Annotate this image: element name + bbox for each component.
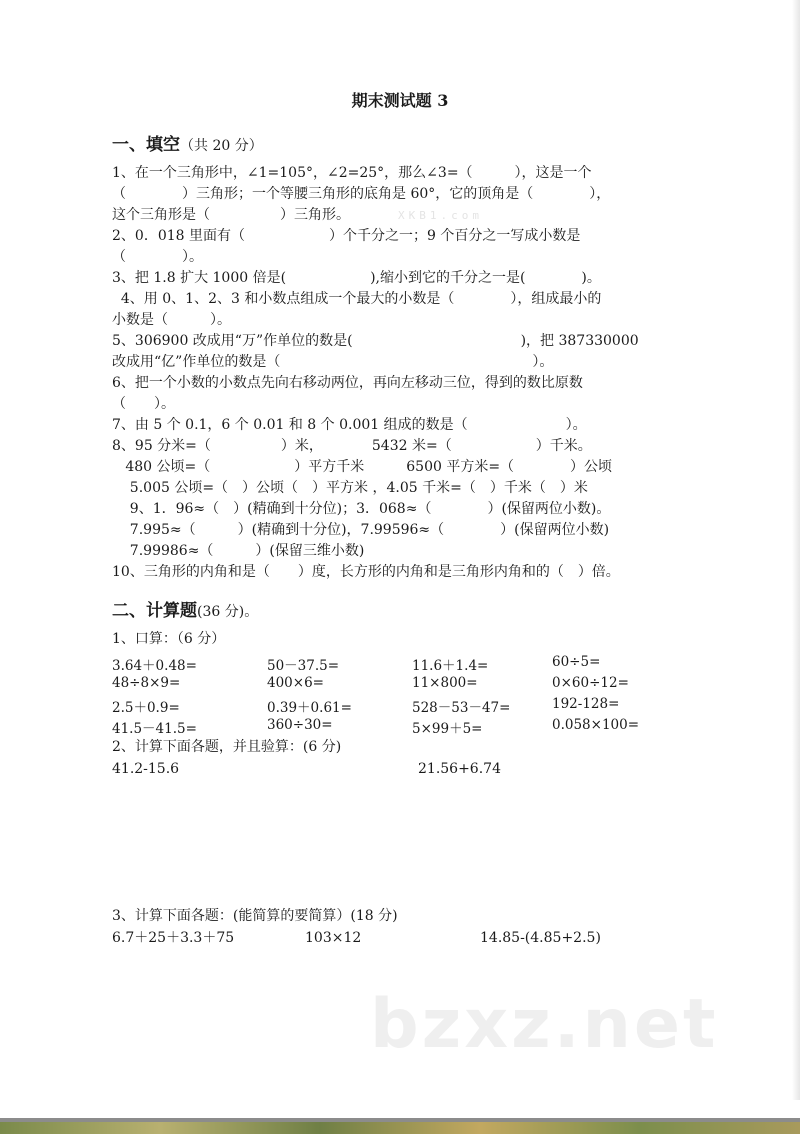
simplify-item: 14.85-(4.85+2.5) <box>480 930 601 946</box>
fill-line: 8、95 分米=（ ）米， 5432 米=（ ）千米。 <box>112 438 592 454</box>
simplify-item: 6.7＋25＋3.3＋75 <box>112 930 235 946</box>
oral-item: 528－53－47= <box>412 700 511 716</box>
fill-line: 2、0．018 里面有（ ）个千分之一；9 个百分之一写成小数是 <box>112 228 581 244</box>
fill-line: 5.005 公顷=（ ）公顷（ ）平方米 ，4.05 千米=（ ）千米（ ）米 <box>112 480 588 496</box>
fill-line: 7、由 5 个 0.1，6 个 0.01 和 8 个 0.001 组成的数是（ ）。 <box>112 417 587 433</box>
fill-line: 小数是（ ）。 <box>112 312 231 328</box>
fill-line: 1、在一个三角形中，∠1=105°，∠2=25°，那么∠3=（ ），这是一个 <box>112 165 592 181</box>
section-2-title: 二、计算题 <box>112 601 197 621</box>
watermark-small: XKB1.com <box>398 209 483 222</box>
oral-item: 192-128= <box>552 696 620 712</box>
fill-line: 10、三角形的内角和是（ ）度，长方形的内角和是三角形内角和的（ ）倍。 <box>112 564 620 580</box>
oral-row <box>112 654 601 674</box>
section-2-heading <box>112 596 258 621</box>
fill-line: （ ）。 <box>112 396 175 412</box>
verify-item: 21.56+6.74 <box>418 761 501 777</box>
verify-heading: 2、计算下面各题，并且验算：(6 分) <box>112 739 342 755</box>
fill-line: 480 公顷=（ ）平方千米 6500 平方米=（ ）公顷 <box>112 459 613 475</box>
oral-item: 2.5＋0.9= <box>112 700 180 716</box>
oral-item: 3.64＋0.48= <box>112 658 197 674</box>
fill-line: 7.99986≈（ ）(保留三维小数) <box>112 543 365 559</box>
section-1-note: （共 20 分） <box>180 138 263 154</box>
background-strip <box>0 1122 800 1134</box>
watermark-logo: bzxz.net <box>370 985 719 1064</box>
oral-item: 0×60÷12= <box>552 675 629 691</box>
section-1-heading <box>112 130 263 155</box>
section-1-title: 一、填空 <box>112 135 180 155</box>
fill-line: 9、1．96≈（ ）(精确到十分位)；3．068≈（ ）(保留两位小数)。 <box>112 501 611 517</box>
oral-item: 360÷30= <box>267 717 333 733</box>
fill-line: （ ）。 <box>112 249 203 265</box>
fill-line: 7.995≈（ ）(精确到十分位)，7.99596≈（ ）(保留两位小数) <box>112 522 610 538</box>
page-title: 期末测试题 3 <box>351 91 449 110</box>
oral-item: 0.39＋0.61= <box>267 700 352 716</box>
oral-item: 11.6＋1.4= <box>412 658 489 674</box>
verify-item: 41.2-15.6 <box>112 761 180 777</box>
oral-row <box>112 696 620 716</box>
fill-line: 这个三角形是（ ）三角形。 <box>112 207 350 223</box>
oral-item: 0.058×100= <box>552 717 640 733</box>
oral-item: 400×6= <box>267 675 324 691</box>
simplify-item: 103×12 <box>305 930 362 946</box>
oral-row <box>112 675 629 693</box>
oral-item: 50－37.5= <box>267 658 340 674</box>
oral-row <box>112 717 640 737</box>
fill-line: （ ）三角形；一个等腰三角形的底角是 60°，它的顶角是（ ）， <box>112 186 611 202</box>
fill-line: 改成用“亿”作单位的数是（ ）。 <box>112 354 554 370</box>
oral-item: 48÷8×9= <box>112 675 181 691</box>
simplify-heading: 3、计算下面各题：(能简算的要简算）(18 分) <box>112 908 398 924</box>
oral-item: 11×800= <box>412 675 478 691</box>
page-edge-shadow <box>792 0 800 1100</box>
fill-line: 6、把一个小数的小数点先向右移动两位，再向左移动三位，得到的数比原数 <box>112 375 583 391</box>
oral-item: 60÷5= <box>552 654 601 670</box>
oral-heading: 1、口算：（6 分） <box>112 631 226 647</box>
oral-item: 41.5－41.5= <box>112 721 197 737</box>
section-2-note: (36 分)。 <box>197 604 259 620</box>
oral-item: 5×99＋5= <box>412 721 483 737</box>
fill-line: 5、306900 改成用“万”作单位的数是( )，把 387330000 <box>112 333 639 349</box>
fill-line: 4、用 0、1、2、3 和小数点组成一个最大的小数是（ ），组成最小的 <box>112 291 602 307</box>
fill-line: 3、把 1.8 扩大 1000 倍是( ),缩小到它的千分之一是( )。 <box>112 270 601 286</box>
